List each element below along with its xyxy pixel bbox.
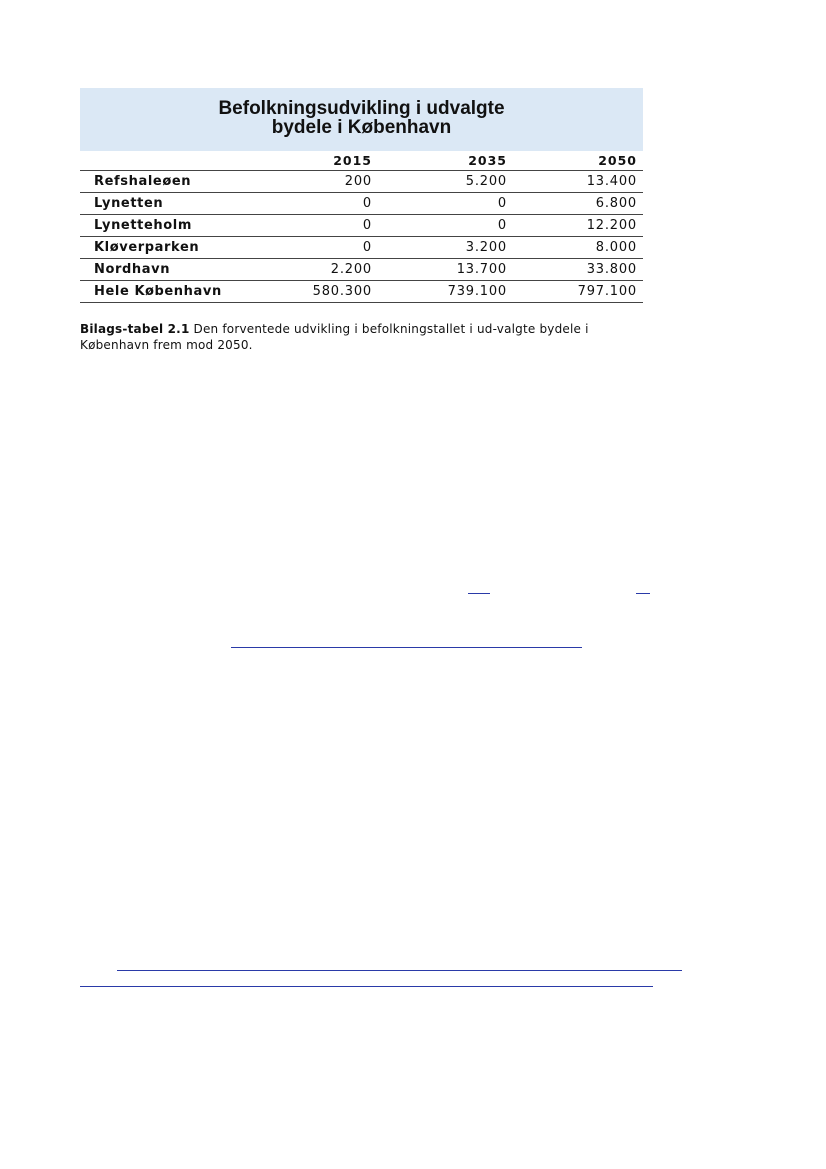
row-label: Refshaleøen xyxy=(80,171,276,193)
column-header xyxy=(80,151,276,171)
row-label: Hele København xyxy=(80,281,276,303)
column-header: 2050 xyxy=(513,151,643,171)
caption-label: Bilags-tabel 2.1 xyxy=(80,322,190,336)
row-label: Nordhavn xyxy=(80,259,276,281)
table-cell: 2.200 xyxy=(276,259,378,281)
table-cell: 3.200 xyxy=(378,237,513,259)
row-label: Lynetteholm xyxy=(80,215,276,237)
row-label: Lynetten xyxy=(80,193,276,215)
table-cell: 0 xyxy=(276,237,378,259)
table-row xyxy=(80,193,643,215)
table-cell: 797.100 xyxy=(513,281,643,303)
table-cell: 200 xyxy=(276,171,378,193)
table-row xyxy=(80,259,643,281)
table-cell: 13.400 xyxy=(513,171,643,193)
link-underline-3[interactable] xyxy=(231,647,582,648)
column-header: 2015 xyxy=(276,151,378,171)
table-row xyxy=(80,171,643,193)
link-underline-5[interactable] xyxy=(80,986,653,987)
table-cell: 0 xyxy=(378,193,513,215)
table-row xyxy=(80,237,643,259)
table-title-box xyxy=(80,88,643,151)
table-row xyxy=(80,281,643,303)
table-cell: 12.200 xyxy=(513,215,643,237)
table-caption xyxy=(80,321,645,353)
table-row xyxy=(80,215,643,237)
caption-text: Den forventede udvikling i befolkningstallet i ud-valgte bydele i København frem mod 2050. xyxy=(80,322,589,352)
table-header-row xyxy=(80,151,643,171)
table-cell: 8.000 xyxy=(513,237,643,259)
table-title-line-2: bydele i København xyxy=(271,117,452,138)
table-cell: 5.200 xyxy=(378,171,513,193)
link-underline-2[interactable] xyxy=(636,593,650,594)
table-cell: 6.800 xyxy=(513,193,643,215)
link-underline-4[interactable] xyxy=(117,970,682,971)
link-underline-1[interactable] xyxy=(468,593,490,594)
table-cell: 739.100 xyxy=(378,281,513,303)
table-cell: 580.300 xyxy=(276,281,378,303)
table-title-line-1: Befolkningsudvikling i udvalgte xyxy=(218,98,505,119)
table-cell: 0 xyxy=(276,193,378,215)
table-cell: 0 xyxy=(276,215,378,237)
table-cell: 13.700 xyxy=(378,259,513,281)
row-label: Kløverparken xyxy=(80,237,276,259)
table-cell: 0 xyxy=(378,215,513,237)
table-cell: 33.800 xyxy=(513,259,643,281)
population-table xyxy=(80,151,643,303)
population-table-block xyxy=(80,88,643,303)
column-header: 2035 xyxy=(378,151,513,171)
